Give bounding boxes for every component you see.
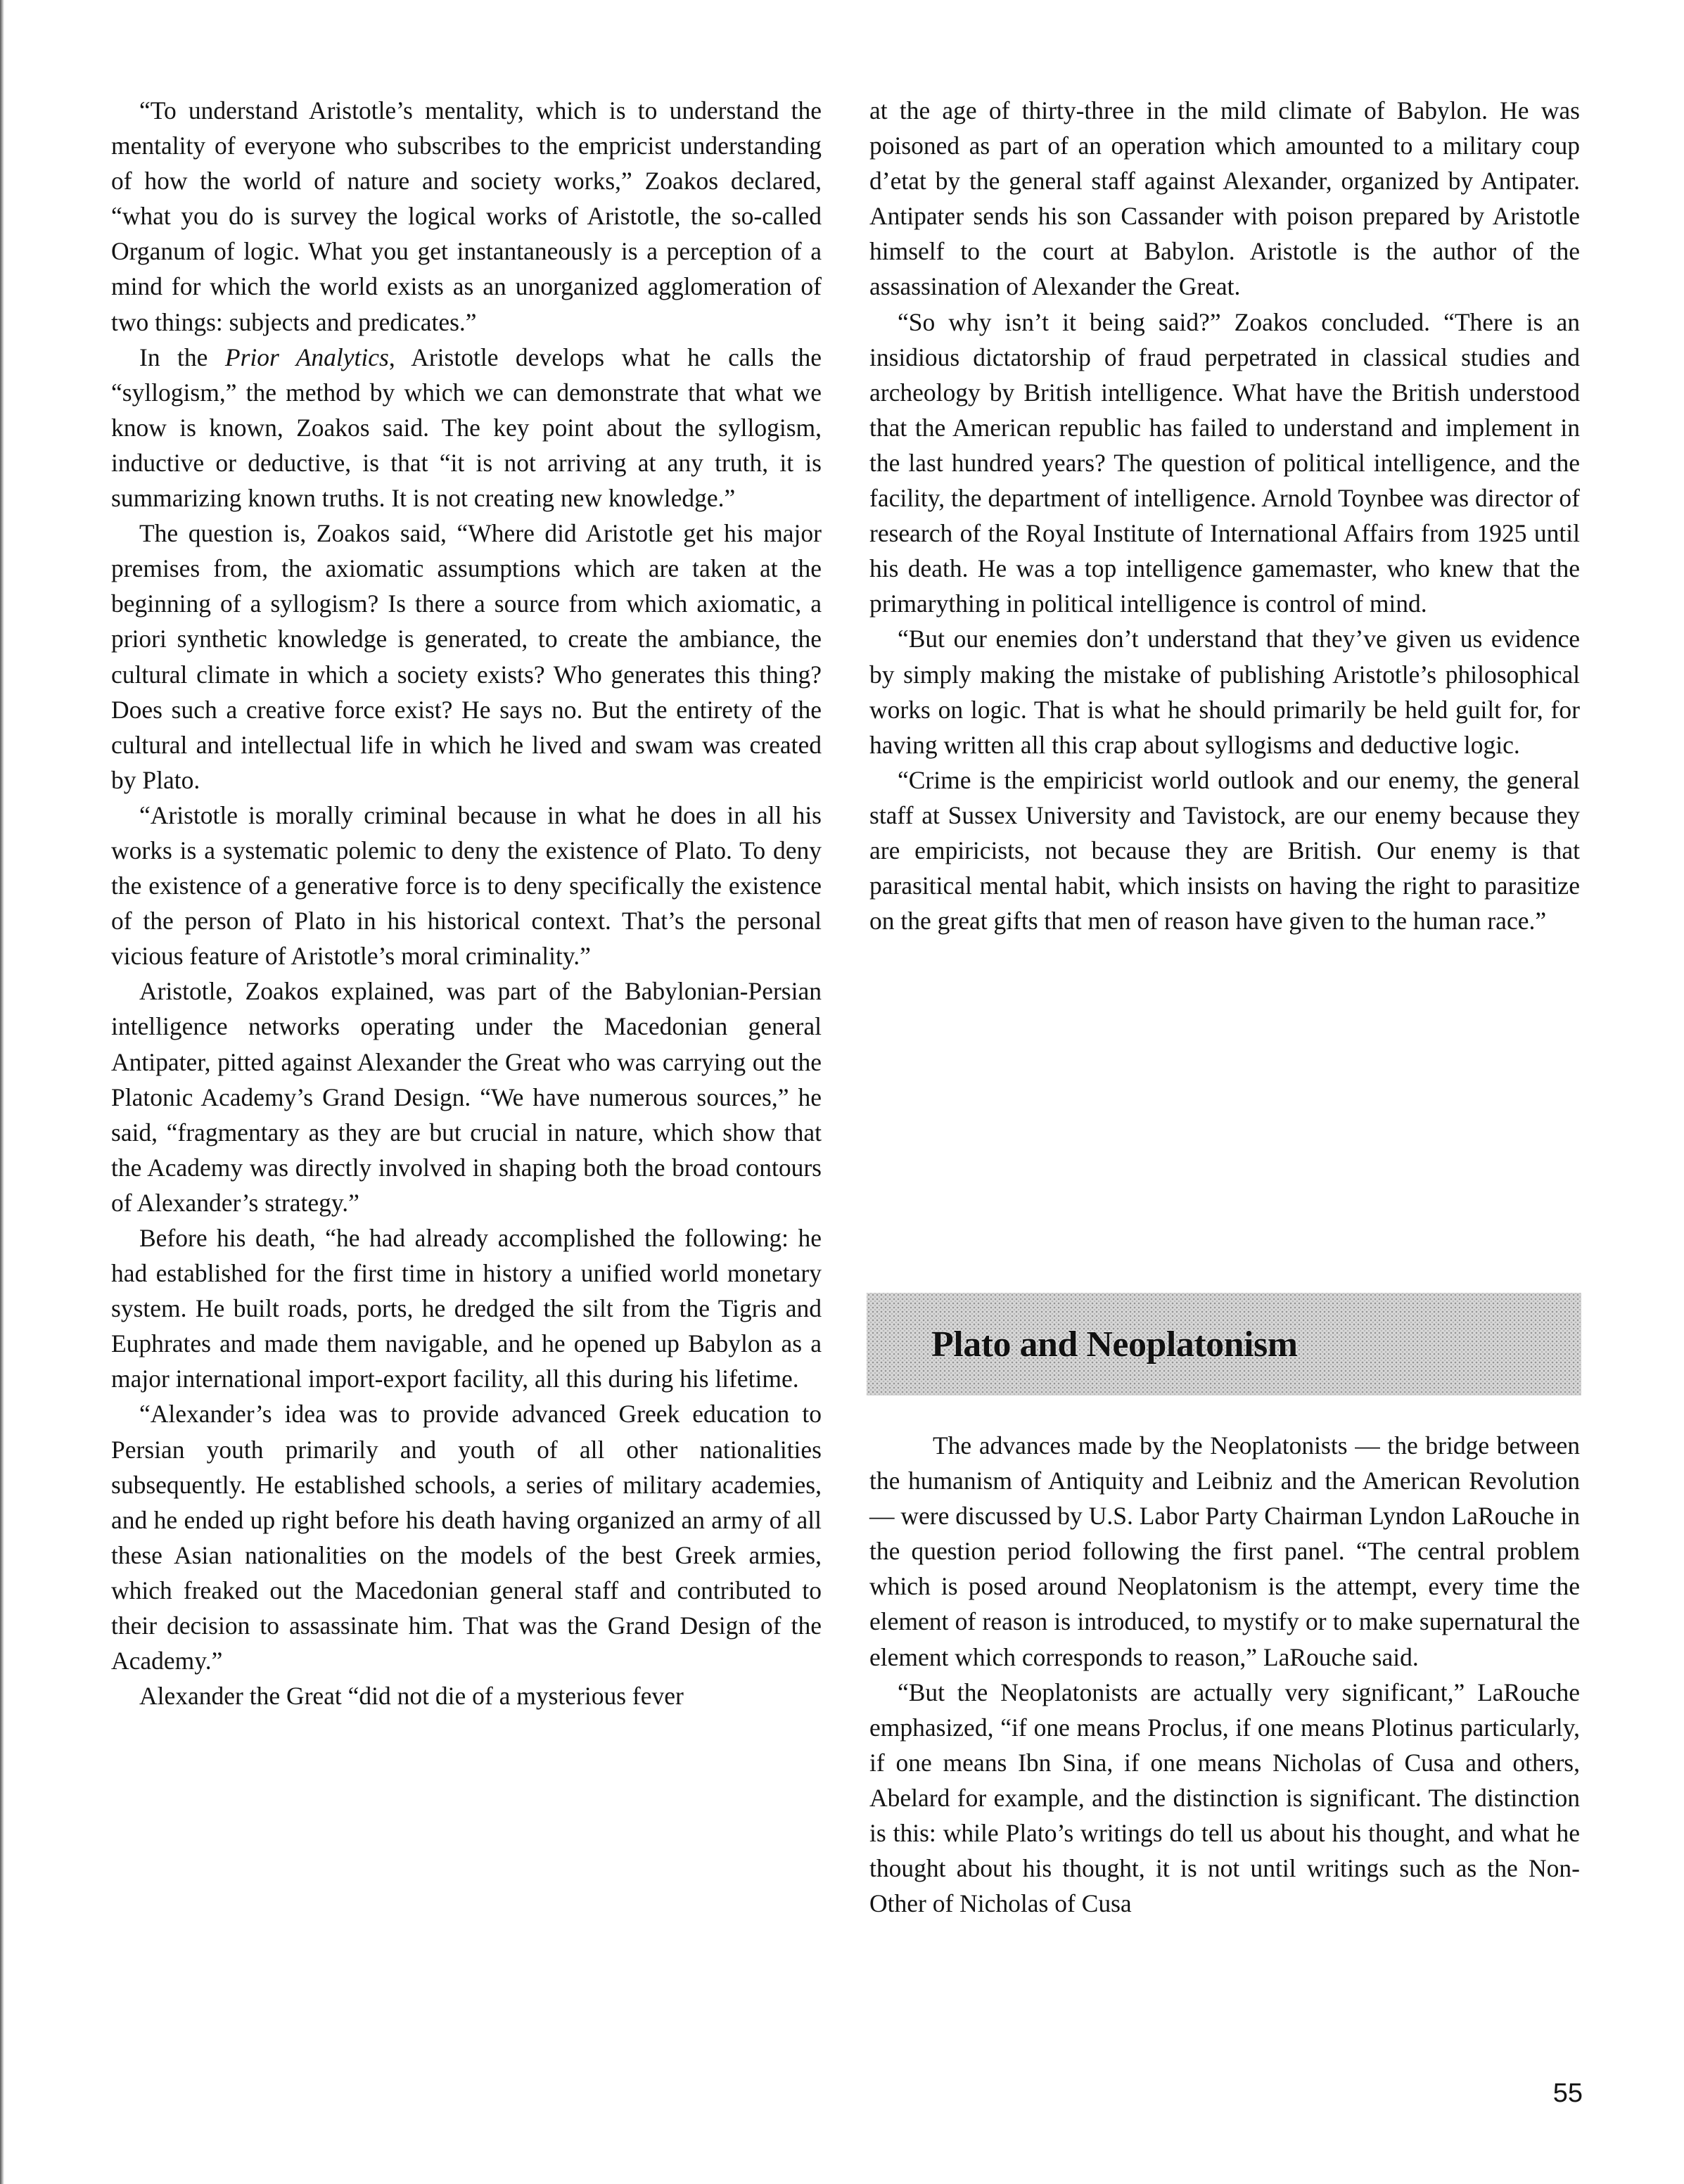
paragraph: “So why isn’t it being said?” Zoakos concluded. “There is an insidious dictatorship of fraud perpetrated in classical studies and archeology by British intelligence. What have the British understood that the American republic has failed to understand and implement in the last hundred years? The question of political intelligence, and the facility, the department of intelligence. Arnold Toynbee was director of research of the Royal Institute of International Affairs from 1925 until his death. He was a top intelligence gamemaster, who knew that the primarything in political intelligence is control of mind. — [869, 307, 1580, 618]
paragraph-continued: at the age of thirty-three in the mild climate of Babylon. He was poisoned as part of an operation which amounted to a military coup d’etat by the general staff against Alexander, organized by Antipater. Antipater sends his son Cassander with poison prepared by Aristotle himself to the court at Babylon. Aristotle is the author of the assassination of Alexander the Great. — [869, 96, 1580, 301]
paragraph: Alexander the Great “did not die of a mysterious fever — [139, 1682, 684, 1711]
paragraph: The advances made by the Neoplatonists — the bridge between the humanism of Antiquity and Leibniz and the American Revolution — were discussed by U.S. Labor Party Chairman Lyndon LaRouche in the question period following the first panel. “The central problem which is posed around Neoplatonism is the attempt, every time the element of reason is introduced, to mystify or to make supernatural the element which corresponds to reason,” LaRouche said. — [869, 1431, 1580, 1671]
paragraph: “Aristotle is morally criminal because in what he does in all his works is a systematic polemic to deny the existence of Plato. To deny the existence of a generative force is to deny specifically the existence of the person of Plato in his historical context. That’s the personal vicious feature of Aristotle’s moral criminality.” — [111, 800, 822, 971]
paragraph: “Crime is the empiricist world outlook and our enemy, the general staff at Sussex University and Tavistock, are our enemy because they are empiricists, not because they are British. Our enemy is that parasitical mental habit, which insists on having the right to parasitize on the great gifts that men of reason have given to the human race.” — [869, 765, 1580, 935]
page-number: 55 — [1552, 2078, 1583, 2108]
paragraph: “Alexander’s idea was to provide advanced Greek education to Persian youth primarily and youth of all other nationalities subsequently. He established schools, a series of military academies, and he ended up right before his death having organized an army of all these Asian nationalities on the models of the best Greek armies, which freaked out the Macedonian general staff and contributed to their decision to assassinate him. That was the Grand Design of the Academy.” — [111, 1400, 822, 1675]
paragraph: In the Prior Analytics, Aristotle develops what he calls the “syllogism,” the method by which we can demonstrate that what we know is known, Zoakos said. The key point about the syllogism, inductive or deductive, is that “it is not arriving at any truth, it is summarizing known truths. It is not creating new knowledge.” — [111, 343, 822, 513]
paragraph: “But the Neoplatonists are actually very significant,” LaRouche emphasized, “if one means Proclus, if one means Plotinus particularly, if one means Ibn Sina, if one means Nicholas of Cusa and others, Abelard for example, and the distinction is significant. The distinction is this: while Plato’s writings do tell us about his thought, and what he thought about his thought, it is not until writings such as the Non-Other of Nicholas of Cusa — [869, 1678, 1580, 1918]
section-heading: Plato and Neoplatonism — [931, 1324, 1298, 1365]
section-heading-box — [867, 1293, 1581, 1396]
paragraph: “To understand Aristotle’s mentality, which is to understand the mentality of everyone who subscribes to the empricist understanding of how the world of nature and society works,” Zoakos declared, “what you do is survey the logical works of Aristotle, the so-called Organum of logic. What you get instantaneously is a perception of a mind for which the world exists as an unorganized agglomeration of two things: subjects and predicates.” — [111, 96, 822, 336]
page-binding-edge — [0, 0, 4, 2184]
paragraph: “But our enemies don’t understand that they’ve given us evidence by simply making the mistake of publishing Aristotle’s philosophical works on logic. That is what he should primarily be held guilt for, for having written all this crap about syllogisms and deductive logic. — [869, 625, 1580, 759]
paragraph: Before his death, “he had already accomplished the following: he had established for the first time in history a unified world monetary system. He built roads, ports, he dredged the silt from the Tigris and Euphrates and made them navigable, and he opened up Babylon as a major international import-export facility, all this during his lifetime. — [111, 1224, 822, 1393]
paragraph: The question is, Zoakos said, “Where did Aristotle get his major premises from, the axiomatic assumptions which are taken at the beginning of a syllogism? Is there a source from which axiomatic, a priori synthetic knowledge is generated, to create the ambiance, the cultural climate in which a society exists? Who generates this thing? Does such a creative force exist? He says no. But the entirety of the cultural and intellectual life in which he lived and swam was created by Plato. — [111, 519, 822, 794]
book-title: Prior Analytics — [224, 343, 389, 371]
section-body — [869, 1428, 1580, 1921]
left-column — [111, 93, 822, 1713]
right-column — [869, 93, 1580, 938]
paragraph: Aristotle, Zoakos explained, was part of the Babylonian-Persian intelligence networks operating under the Macedonian general Antipater, pitted against Alexander the Great who was carrying out the Platonic Academy’s Grand Design. “We have numerous sources,” he said, “fragmentary as they are but crucial in nature, which show that the Academy was directly involved in shaping both the broad contours of Alexander’s strategy.” — [111, 977, 822, 1217]
